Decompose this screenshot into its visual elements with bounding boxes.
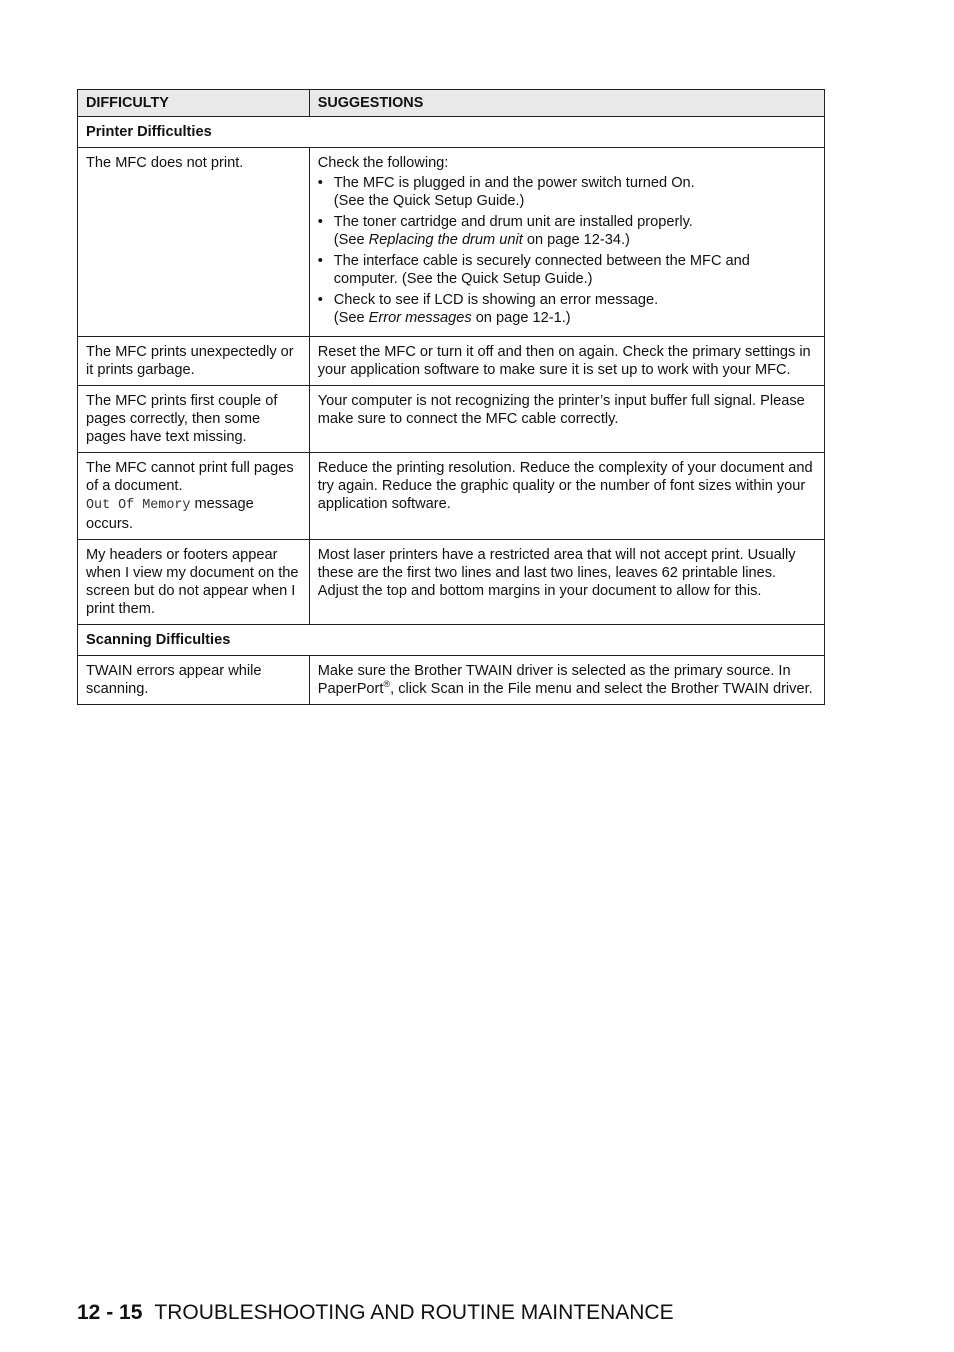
section-row-scanning — [78, 625, 825, 656]
difficulty-cell: The MFC prints unexpectedly or it prints garbage. — [78, 337, 310, 386]
table-row — [78, 540, 825, 625]
bullet-item — [318, 252, 816, 288]
bullet-text: Check to see if LCD is showing an error message. — [333, 292, 659, 308]
suggestions-column-header: SUGGESTIONS — [309, 90, 824, 117]
cross-reference-title: Replacing the drum unit — [368, 232, 523, 248]
bullet-reference: (See the Quick Setup Guide.) — [333, 193, 525, 209]
bullet-item — [318, 213, 816, 249]
section-title-printer: Printer Difficulties — [78, 117, 825, 148]
bullet-text: The interface cable is securely connected between the MFC and computer. (See the Quick Setup Guide.) — [333, 253, 750, 287]
bullet-reference: (See Error messages on page 12-1.) — [333, 310, 571, 326]
troubleshooting-table — [77, 89, 825, 705]
page-number: 12 - 15 — [77, 1301, 143, 1324]
difficulty-cell: The MFC cannot print full pages of a document. Out Of Memory message occurs. — [78, 453, 310, 540]
bullet-icon: • — [317, 214, 323, 230]
suggestion-cell: Most laser printers have a restricted area that will not accept print. Usually these are the first two lines and last two lines, leaves 62 printable lines. Adjust the top and bottom margins in your document to allow for this. — [309, 540, 824, 625]
suggestion-cell: Make sure the Brother TWAIN driver is selected as the primary source. In PaperPort®, click Scan in the File menu and select the Brother TWAIN driver. — [309, 656, 824, 705]
table-row — [78, 453, 825, 540]
table-row — [78, 386, 825, 453]
section-title-scanning: Scanning Difficulties — [78, 625, 825, 656]
section-row-printer — [78, 117, 825, 148]
table-row — [78, 148, 825, 337]
difficulty-column-header: DIFFICULTY — [78, 90, 310, 117]
bullet-text: The MFC is plugged in and the power switch turned On. — [333, 175, 695, 191]
difficulty-cell: The MFC prints first couple of pages correctly, then some pages have text missing. — [78, 386, 310, 453]
bullet-reference: (See Replacing the drum unit on page 12-34.) — [333, 232, 630, 248]
table-row — [78, 337, 825, 386]
table-row — [78, 656, 825, 705]
suggestion-bullet-list — [318, 174, 816, 327]
registered-mark: ® — [383, 679, 391, 690]
suggestion-cell: Reset the MFC or turn it off and then on again. Check the primary settings in your application software to make sure it is set up to work with your MFC. — [309, 337, 824, 386]
lcd-message-text: Out Of Memory — [86, 498, 191, 513]
difficulty-cell: TWAIN errors appear while scanning. — [78, 656, 310, 705]
bullet-icon: • — [317, 253, 323, 269]
difficulty-cell: My headers or footers appear when I view my document on the screen but do not appear when I print them. — [78, 540, 310, 625]
suggestion-cell — [309, 148, 824, 337]
bullet-text: The toner cartridge and drum unit are installed properly. — [333, 214, 693, 230]
bullet-icon: • — [317, 292, 323, 308]
cross-reference-title: Error messages — [368, 310, 472, 326]
difficulty-cell: The MFC does not print. — [78, 148, 310, 337]
chapter-title: TROUBLESHOOTING AND ROUTINE MAINTENANCE — [154, 1301, 674, 1324]
page-footer — [77, 1300, 674, 1326]
suggestion-intro: Check the following: — [317, 155, 449, 171]
table-header-row — [78, 90, 825, 117]
suggestion-cell: Your computer is not recognizing the printer’s input buffer full signal. Please make sure to connect the MFC cable correctly. — [309, 386, 824, 453]
suggestion-cell: Reduce the printing resolution. Reduce the complexity of your document and try again. Reduce the graphic quality or the number of font sizes within your application software. — [309, 453, 824, 540]
bullet-item — [318, 291, 816, 327]
bullet-icon: • — [317, 175, 323, 191]
bullet-item — [318, 174, 816, 210]
